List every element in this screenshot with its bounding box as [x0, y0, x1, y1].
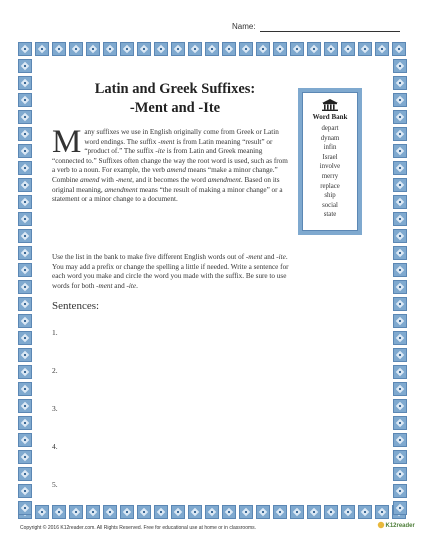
sentence-number-1: 1. — [52, 328, 58, 337]
border-tile — [120, 42, 134, 56]
instructions-text-b: and — [262, 253, 277, 261]
word-bank-list — [303, 124, 357, 220]
border-tile — [18, 178, 32, 192]
word-bank-item: dynam — [320, 134, 340, 142]
border-tile — [392, 42, 406, 56]
instructions-text-a: Use the list in the bank to make five different English words out of — [52, 253, 246, 261]
border-tile — [18, 127, 32, 141]
drop-cap: M — [52, 124, 82, 160]
border-tile — [393, 484, 407, 498]
intro-em-f: amendment — [207, 175, 241, 184]
border-tile — [222, 505, 236, 519]
border-tile — [341, 505, 355, 519]
copyright-footer: Copyright © 2016 K12reader.com. All Rights Reserved. Free for educational use at home or in classrooms. — [20, 525, 257, 531]
instructions-text-c: . You may add a prefix or change the spelling a little if needed. Write a sentence for each word you make and circle the word you made with the suffix. Be sure to use words for both — [52, 253, 289, 290]
border-tile — [18, 501, 32, 515]
instructions-em-c: -ment — [96, 281, 113, 290]
border-tile — [18, 399, 32, 413]
border-tile — [205, 42, 219, 56]
border-tile — [137, 505, 151, 519]
border-tile — [18, 382, 32, 396]
border-tile — [154, 42, 168, 56]
border-tile — [18, 212, 32, 226]
word-bank-item: depart — [321, 125, 339, 132]
border-tile — [393, 467, 407, 481]
border-tile — [86, 505, 100, 519]
border-tile — [393, 382, 407, 396]
word-bank-panel — [298, 88, 362, 235]
page-title — [55, 80, 295, 118]
border-tile — [103, 42, 117, 56]
border-tile — [358, 42, 372, 56]
border-tile — [18, 195, 32, 209]
border-tile — [393, 501, 407, 515]
border-tile — [393, 246, 407, 260]
intro-em-a: -ment — [158, 137, 175, 146]
border-tile — [18, 314, 32, 328]
border-tile — [239, 505, 253, 519]
border-tile — [393, 195, 407, 209]
border-tile — [393, 76, 407, 90]
border-tile — [52, 505, 66, 519]
border-tile — [18, 263, 32, 277]
border-tile — [393, 297, 407, 311]
border-tile — [393, 450, 407, 464]
border-tile — [393, 229, 407, 243]
border-tile — [18, 59, 32, 73]
border-tile — [52, 42, 66, 56]
border-tile — [393, 433, 407, 447]
border-tile — [18, 348, 32, 362]
word-bank-item: social — [322, 201, 338, 209]
border-tile — [18, 93, 32, 107]
border-tile — [154, 505, 168, 519]
border-tile — [290, 42, 304, 56]
border-tile — [18, 144, 32, 158]
word-bank-inner — [302, 92, 358, 231]
border-tile — [393, 127, 407, 141]
border-tile — [120, 505, 134, 519]
sentences-heading: Sentences: — [52, 300, 100, 312]
intro-text-f: , and it becomes the word — [132, 175, 208, 184]
border-tile — [69, 42, 83, 56]
border-tile — [239, 42, 253, 56]
bank-building-icon — [321, 99, 339, 111]
border-tile — [393, 348, 407, 362]
border-tile — [393, 161, 407, 175]
border-tile — [273, 505, 287, 519]
border-tile — [393, 280, 407, 294]
word-bank-item: ship — [324, 192, 336, 200]
sentence-number-2: 2. — [52, 366, 58, 375]
border-tile — [375, 42, 389, 56]
border-tile — [341, 42, 355, 56]
intro-text-c: is from Latin and Greek meaning “connected to.” Suffixes often change the way the root word is used, such as from a verb to a noun. For example, the verb — [52, 147, 288, 175]
border-tile — [273, 42, 287, 56]
border-tile — [358, 505, 372, 519]
border-tile — [18, 297, 32, 311]
intro-em-e: -ment — [115, 175, 133, 184]
sentence-number-3: 3. — [52, 404, 58, 413]
border-tile — [35, 505, 49, 519]
border-tile — [137, 42, 151, 56]
border-tile — [18, 110, 32, 124]
border-tile — [188, 42, 202, 56]
border-tile — [256, 42, 270, 56]
intro-em-g: amendment — [104, 185, 138, 194]
border-tile — [393, 93, 407, 107]
border-tile — [290, 505, 304, 519]
border-tile — [18, 484, 32, 498]
intro-em-d: amend — [80, 175, 100, 184]
border-tile — [103, 505, 117, 519]
border-tile — [393, 59, 407, 73]
k12reader-logo — [377, 519, 415, 531]
border-tile — [324, 505, 338, 519]
border-tile — [18, 280, 32, 294]
word-bank-title: Word Bank — [312, 113, 348, 121]
sentence-number-5: 5. — [52, 480, 58, 489]
border-tile — [393, 365, 407, 379]
border-tile — [256, 505, 270, 519]
intro-text-d: means “make a minor change.” Combine — [52, 166, 278, 184]
intro-text-a: any suffixes we use in English originally come from Greek or Latin word endings. The suffix — [84, 128, 279, 146]
word-bank-item: involve — [319, 163, 341, 171]
border-tile — [393, 178, 407, 192]
border-tile — [18, 76, 32, 90]
title-line-2: -Ment and -Ite — [129, 100, 221, 116]
instructions-em-b: -ite — [276, 253, 286, 261]
intro-text-h: means “the result of making a minor change” or a statement or a minor change to a document. — [52, 185, 283, 204]
border-tile — [393, 314, 407, 328]
border-tile — [171, 505, 185, 519]
border-tile — [18, 467, 32, 481]
border-tile — [18, 246, 32, 260]
border-tile — [86, 42, 100, 56]
instructions-em-d: -ite — [126, 281, 137, 290]
name-field-line[interactable] — [260, 31, 400, 32]
title-line-1: Latin and Greek Suffixes: — [94, 81, 256, 97]
border-tile — [393, 110, 407, 124]
intro-em-c: amend — [166, 166, 186, 175]
border-tile — [18, 416, 32, 430]
word-bank-item: Israel — [322, 153, 338, 161]
border-tile — [18, 161, 32, 175]
border-tile — [69, 505, 83, 519]
instructions-text-e: . — [136, 281, 138, 290]
border-tile — [324, 42, 338, 56]
border-tile — [18, 42, 32, 56]
intro-text-e: with — [99, 175, 116, 184]
border-tile — [171, 42, 185, 56]
sentence-number-4: 4. — [52, 442, 58, 451]
border-tile — [35, 42, 49, 56]
border-tile — [188, 505, 202, 519]
border-tile — [393, 144, 407, 158]
intro-text-g: . Based on its original meaning, — [52, 175, 280, 194]
intro-paragraph — [52, 124, 292, 205]
instructions-text-d: and — [112, 281, 127, 290]
border-tile — [393, 416, 407, 430]
border-tile — [393, 399, 407, 413]
word-bank-item: replace — [320, 182, 340, 190]
border-tile — [18, 365, 32, 379]
logo-text: K12reader — [385, 523, 415, 530]
instructions-paragraph — [52, 253, 292, 291]
instructions-em-a: -ment — [245, 253, 263, 261]
border-tile — [393, 331, 407, 345]
border-tile — [18, 450, 32, 464]
border-tile — [18, 433, 32, 447]
word-bank-item: infin — [323, 144, 337, 152]
border-tile — [307, 505, 321, 519]
intro-text-b: is from Latin meaning “result” or “product of.” The suffix — [84, 137, 273, 156]
border-tile — [18, 229, 32, 243]
border-tile — [307, 42, 321, 56]
intro-em-b: -ite — [155, 147, 165, 156]
border-tile — [222, 42, 236, 56]
border-tile — [375, 505, 389, 519]
border-tile — [18, 331, 32, 345]
border-tile — [393, 212, 407, 226]
border-tile — [205, 505, 219, 519]
word-bank-item: state — [323, 211, 337, 219]
border-tile — [393, 263, 407, 277]
word-bank-item: merry — [321, 172, 339, 180]
name-label: Name: — [232, 22, 256, 31]
